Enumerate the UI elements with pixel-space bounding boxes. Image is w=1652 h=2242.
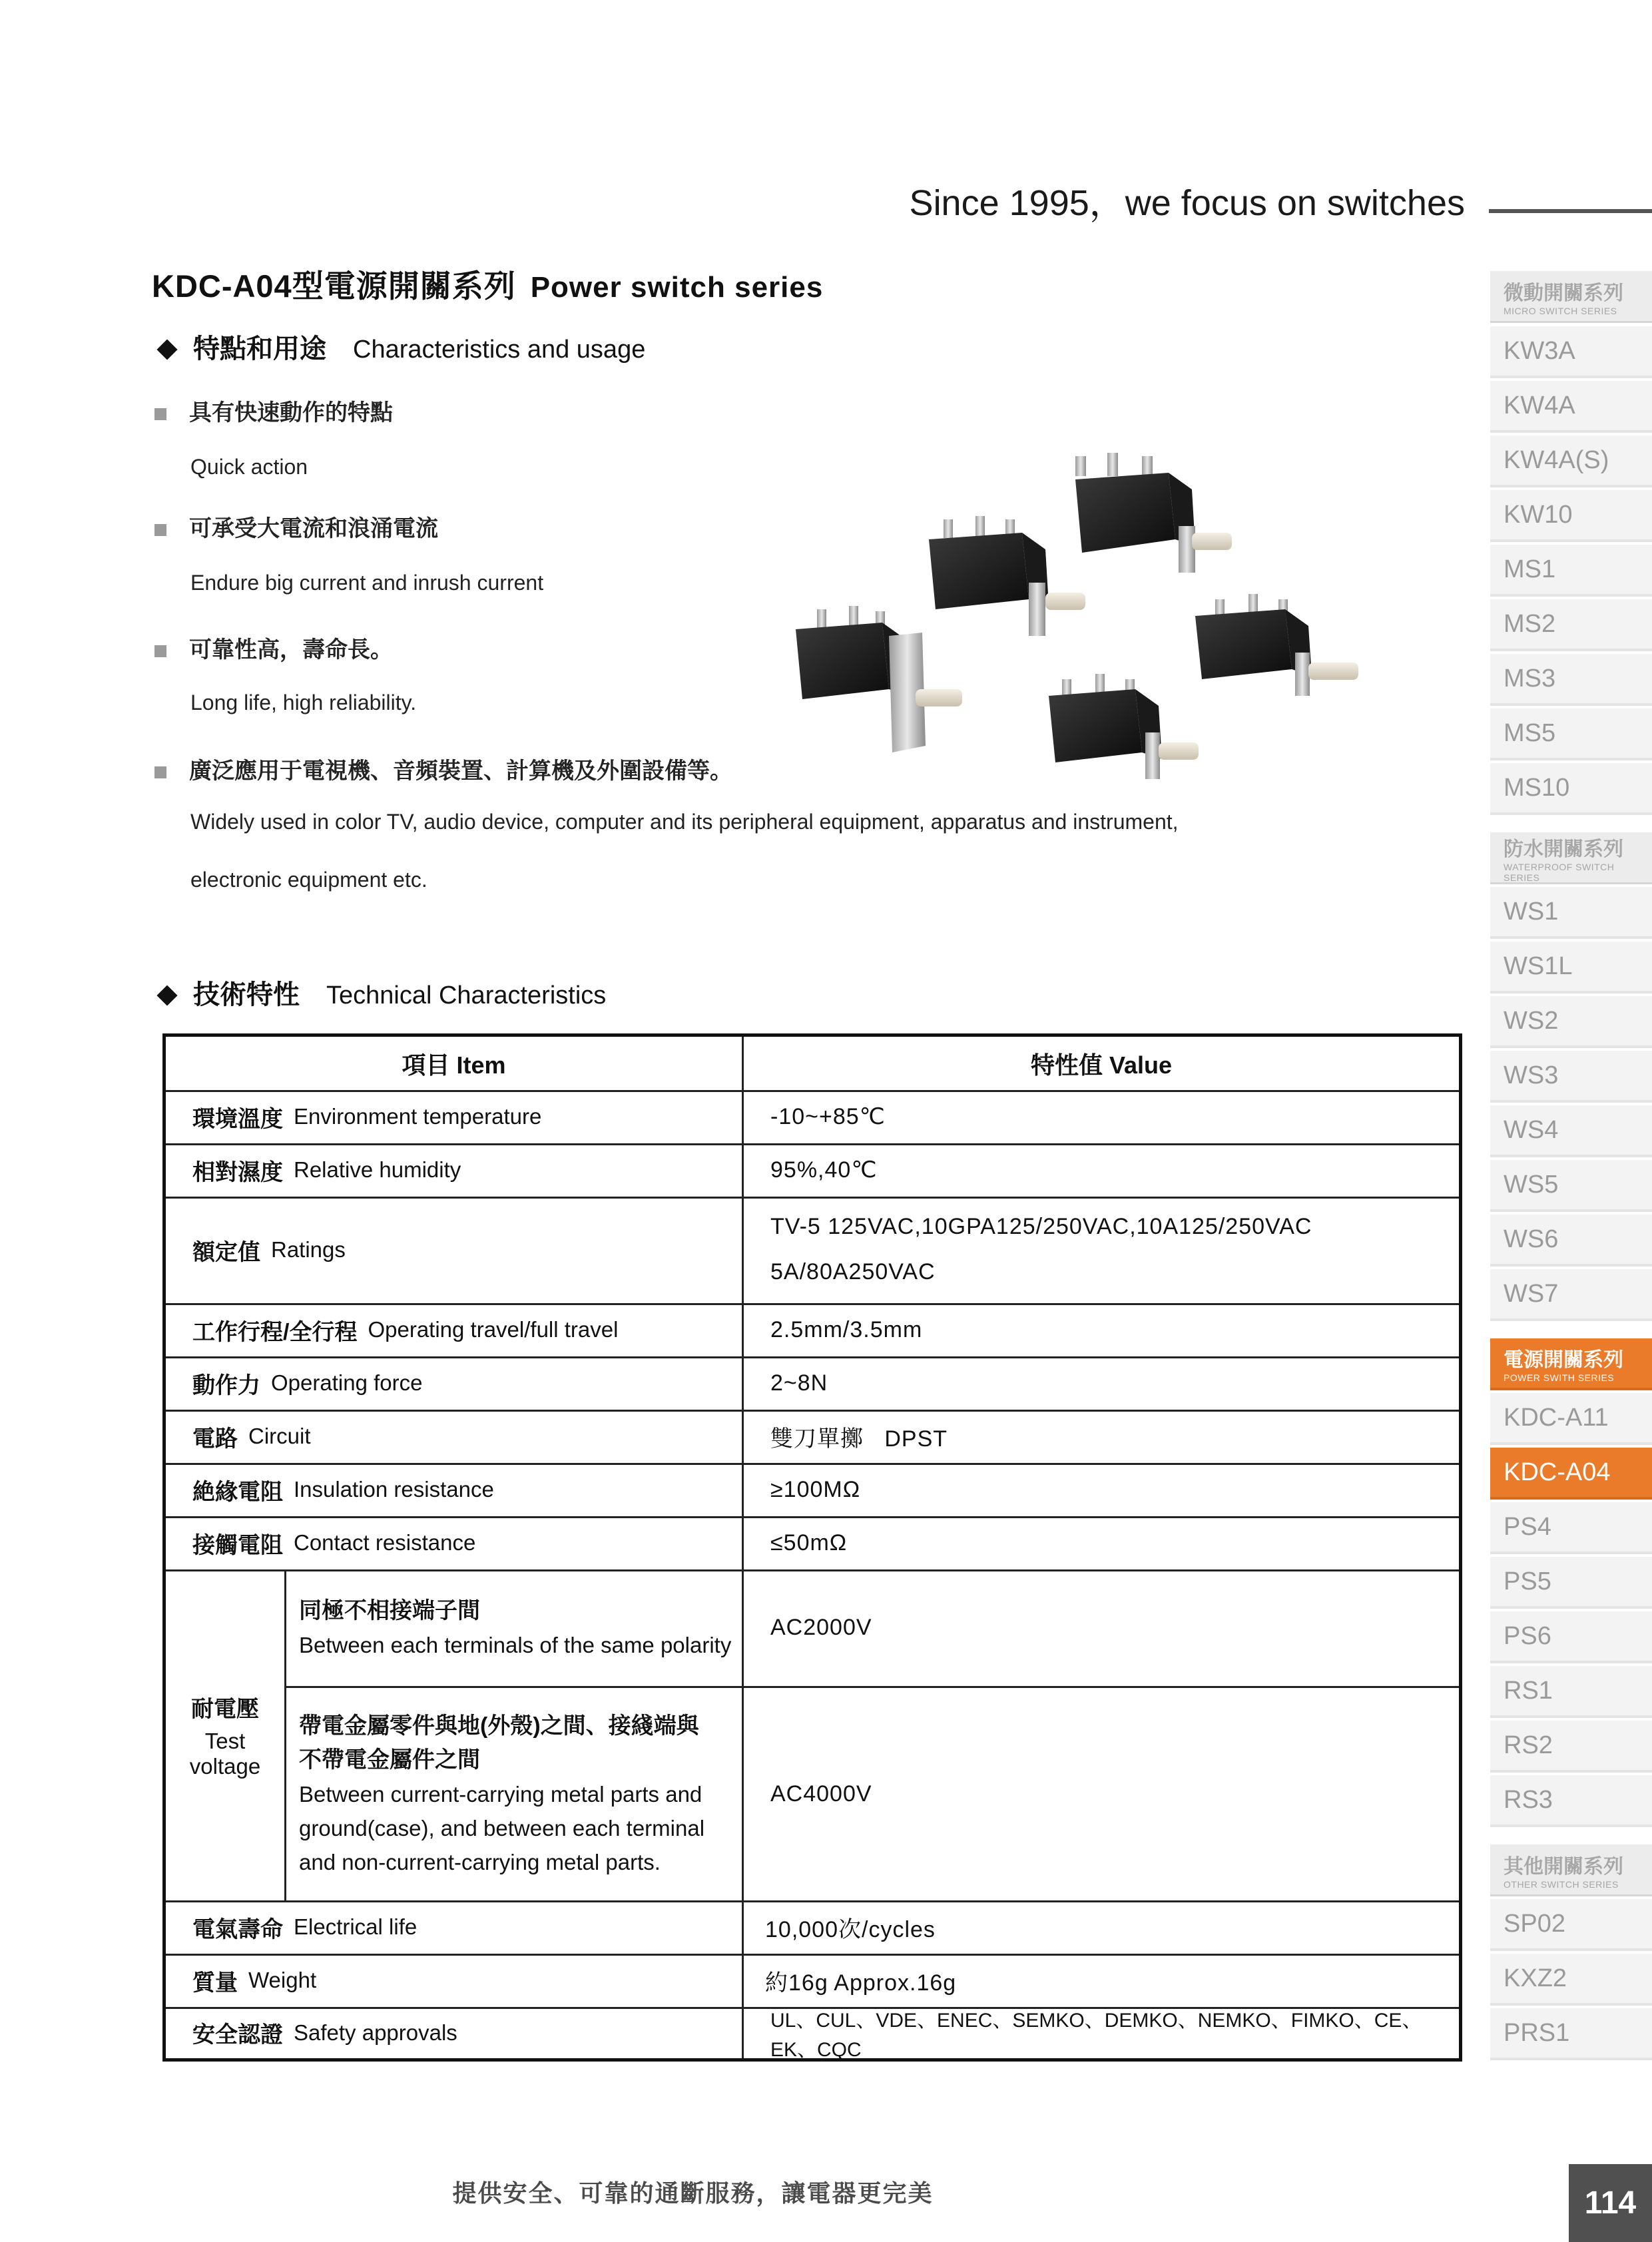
page-number: 114 <box>1569 2164 1652 2242</box>
sidebar-item-ms10[interactable]: MS10 <box>1490 763 1652 815</box>
sidebar-item-prs1[interactable]: PRS1 <box>1490 2008 1652 2060</box>
sidebar-item-ws4[interactable]: WS4 <box>1490 1105 1652 1157</box>
test-voltage-b: 帶電金屬零件與地(外殼)之間、接綫端與 不帶電金屬件之間 Between current-carrying metal parts and ground(case), and between each terminal and non-current-carrying metal parts. <box>299 1713 705 1874</box>
table-value: 約16g Approx.16g <box>765 1970 957 1996</box>
title-cn: KDC-A04型電源開關系列 <box>152 268 516 304</box>
sidebar-category-power[interactable]: 電源開關系列 POWER SWITH SERIES <box>1490 1338 1652 1390</box>
table-row: 工作行程/全行程 Operating travel/full travel <box>192 1317 619 1345</box>
sidebar-item-ws2[interactable]: WS2 <box>1490 996 1652 1048</box>
sidebar-item-ws7[interactable]: WS7 <box>1490 1269 1652 1321</box>
sidebar-item-kw3a[interactable]: KW3A <box>1490 326 1652 378</box>
feature-1-en: Quick action <box>190 455 308 479</box>
sidebar-item-rs2[interactable]: RS2 <box>1490 1721 1652 1773</box>
header-item: 項目 Item <box>402 1051 506 1079</box>
sidebar-item-kw4a[interactable]: KW4A <box>1490 381 1652 433</box>
table-value: 雙刀單擲 DPST <box>770 1426 948 1452</box>
square-bullet-icon <box>154 524 166 536</box>
sidebar-category-micro[interactable]: 微動開關系列 MICRO SWITCH SERIES <box>1490 271 1652 323</box>
table-value: 2.5mm/3.5mm <box>770 1316 923 1342</box>
page-title <box>152 262 823 306</box>
table-row: 絶緣電阻 Insulation resistance <box>192 1477 494 1505</box>
sidebar-item-kdc-a04[interactable]: KDC-A04 <box>1490 1448 1652 1500</box>
feature-1-cn: 具有快速動作的特點 <box>154 394 393 427</box>
tagline: Since 1995，we focus on switches <box>909 183 1465 223</box>
sidebar-item-ws1[interactable]: WS1 <box>1490 887 1652 939</box>
sidebar-item-ms5[interactable]: MS5 <box>1490 708 1652 760</box>
sidebar-item-ms1[interactable]: MS1 <box>1490 545 1652 597</box>
sidebar-item-kxz2[interactable]: KXZ2 <box>1490 1954 1652 2006</box>
section-technical-heading <box>154 974 606 1011</box>
sidebar-item-ms2[interactable]: MS2 <box>1490 599 1652 651</box>
feature-3-cn: 可靠性高，壽命長。 <box>154 631 393 664</box>
table-value: UL、CUL、VDE、ENEC、SEMKO、DEMKO、NEMKO、FIMKO、CE、EK、CQC <box>770 2009 1422 2061</box>
title-en: Power switch series <box>530 271 824 304</box>
feature-3-en: Long life, high reliability. <box>190 691 417 714</box>
feature-4-en-cont: electronic equipment etc. <box>190 868 427 892</box>
table-row: 動作力 Operating force <box>192 1370 423 1398</box>
square-bullet-icon <box>154 645 166 657</box>
feature-4-cn: 廣泛應用于電視機、音頻裝置、計算機及外圍設備等。 <box>154 752 732 785</box>
switch-unit <box>1195 594 1358 696</box>
table-row: 安全認證 Safety approvals <box>192 2020 457 2048</box>
sidebar-item-ws3[interactable]: WS3 <box>1490 1051 1652 1103</box>
table-value: 10,000次/cycles <box>765 1916 936 1942</box>
table-row: 質量 Weight <box>192 1968 317 1996</box>
diamond-bullet-icon <box>156 339 177 360</box>
feature-2-cn: 可承受大電流和浪涌電流 <box>154 510 438 543</box>
sidebar-category-waterproof[interactable]: 防水開關系列 WATERPROOF SWITCH SERIES <box>1490 832 1652 884</box>
section-cn: 技術特性 <box>193 980 300 1009</box>
table-value: 95%,40℃ <box>770 1157 878 1183</box>
switch-unit <box>796 606 962 752</box>
footer-slogan: 提供安全、可靠的通斷服務，讓電器更完美 <box>452 2179 934 2207</box>
product-photo <box>789 439 1415 786</box>
spec-table <box>162 1033 1462 2062</box>
switch-unit <box>1049 674 1199 779</box>
sidebar-item-ps5[interactable]: PS5 <box>1490 1557 1652 1609</box>
feature-4-en: Widely used in color TV, audio device, computer and its peripheral equipment, apparatus and instrument, <box>190 810 1179 834</box>
sidebar-item-kw4a-s[interactable]: KW4A(S) <box>1490 435 1652 487</box>
section-cn: 特點和用途 <box>193 334 326 364</box>
table-value: TV-5 125VAC,10GPA125/250VAC,10A125/250VAC <box>770 1213 1312 1239</box>
sidebar-item-rs1[interactable]: RS1 <box>1490 1666 1652 1718</box>
sidebar-item-kw10[interactable]: KW10 <box>1490 490 1652 542</box>
test-voltage-b-value: AC4000V <box>770 1781 872 1807</box>
section-characteristics-heading <box>154 328 645 366</box>
table-value: ≥100MΩ <box>770 1476 861 1502</box>
sidebar-category-other[interactable]: 其他開關系列 OTHER SWITCH SERIES <box>1490 1844 1652 1896</box>
table-row: 相對濕度 Relative humidity <box>192 1157 461 1185</box>
feature-2-en: Endure big current and inrush current <box>190 571 544 595</box>
table-value: ≤50mΩ <box>770 1530 848 1555</box>
table-row: 額定值 Ratings <box>192 1237 346 1265</box>
table-value: -10~+85℃ <box>770 1104 886 1129</box>
sidebar-item-ws5[interactable]: WS5 <box>1490 1160 1652 1212</box>
table-row: 接觸電阻 Contact resistance <box>192 1530 476 1558</box>
sidebar-item-ws1l[interactable]: WS1L <box>1490 942 1652 993</box>
section-en: Characteristics and usage <box>353 336 646 364</box>
sidebar-item-rs3[interactable]: RS3 <box>1490 1775 1652 1827</box>
table-value-cont: 5A/80A250VAC <box>770 1259 936 1284</box>
header-rule <box>1489 209 1652 213</box>
test-voltage-a-value: AC2000V <box>770 1615 872 1640</box>
square-bullet-icon <box>154 766 166 778</box>
sidebar-item-ps4[interactable]: PS4 <box>1490 1502 1652 1554</box>
header-value: 特性值 Value <box>1030 1051 1173 1079</box>
section-en: Technical Characteristics <box>326 981 607 1009</box>
diamond-bullet-icon <box>156 985 177 1005</box>
table-row: 環境溫度 Environment temperature <box>192 1104 542 1132</box>
square-bullet-icon <box>154 408 166 420</box>
sidebar-item-ms3[interactable]: MS3 <box>1490 654 1652 706</box>
switch-unit <box>1075 453 1232 573</box>
switch-unit <box>929 516 1085 636</box>
table-value: 2~8N <box>770 1370 828 1396</box>
test-voltage-label: 耐電壓 Test voltage <box>189 1697 261 1779</box>
table-row: 電氣壽命 Electrical life <box>192 1914 417 1942</box>
test-voltage-a: 同極不相接端子間 Between each terminals of the same polarity <box>299 1597 732 1657</box>
sidebar-item-ws6[interactable]: WS6 <box>1490 1215 1652 1266</box>
table-row: 電路 Circuit <box>192 1424 311 1452</box>
sidebar-item-ps6[interactable]: PS6 <box>1490 1611 1652 1663</box>
sidebar-item-sp02[interactable]: SP02 <box>1490 1899 1652 1951</box>
sidebar-item-kdc-a11[interactable]: KDC-A11 <box>1490 1393 1652 1445</box>
